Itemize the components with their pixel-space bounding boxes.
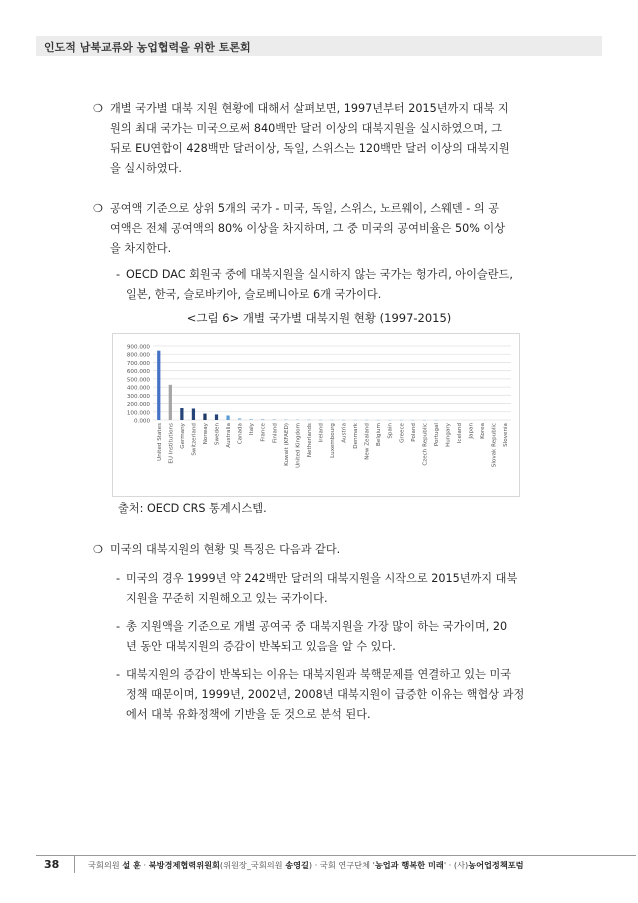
text-line: 정책 때문이며, 1999년, 2002년, 2008년 대북지원이 급증한 이유는 핵협상 과정 (126, 688, 525, 701)
footer-separator (74, 855, 75, 873)
circle-bullet-icon: ❍ (93, 102, 103, 115)
bar (226, 415, 229, 420)
bar (377, 420, 380, 421)
x-tick-label: Spain (387, 423, 394, 439)
figure-caption: <그림 6> 개별 국가별 대북지원 현황 (1997-2015) (186, 311, 452, 325)
bar (400, 420, 403, 421)
text-line: 뒤로 EU연합이 428백만 달러이상, 독일, 스위스는 120백만 달러 이상의 대북지원 (110, 142, 510, 155)
footer-text-part: · (140, 860, 149, 870)
x-tick-label: Germany (179, 423, 186, 449)
bar (157, 351, 160, 420)
text-line: 에서 대북 유화정책에 기반을 둔 것으로 분석 된다. (126, 708, 371, 721)
y-tick-label: 900.000 (126, 344, 150, 351)
x-tick-label: United Kingdom (295, 423, 302, 468)
footer-text-part: 농어업정책포럼 (468, 860, 524, 870)
dash-marker: - (116, 572, 121, 585)
x-tick-label: Poland (410, 423, 417, 442)
x-tick-label: EU Institutions (168, 423, 175, 464)
chart-frame (112, 333, 520, 497)
bar (180, 408, 183, 420)
x-tick-label: Denmark (353, 423, 360, 449)
footer-text-part: ) · 국회 연구단체 ' (308, 860, 375, 870)
x-tick-label: Greece (399, 423, 406, 443)
x-tick-label: Japan (468, 423, 475, 439)
bar (388, 420, 391, 421)
x-tick-label: Belgium (376, 423, 383, 446)
x-tick-label: Slovak Republic (491, 423, 498, 468)
x-tick-label: Switzerland (191, 423, 198, 456)
dash-paragraph-1 (116, 265, 554, 305)
bar (261, 419, 264, 420)
x-tick-label: Netherlands (306, 423, 313, 458)
dash-marker: - (116, 268, 121, 281)
text-line: 을 실시하였다. (110, 162, 182, 175)
bar (284, 419, 287, 420)
dash-marker: - (116, 620, 121, 633)
bar (365, 420, 368, 421)
bar (250, 419, 253, 420)
x-tick-label: France (260, 423, 267, 442)
x-tick-label: Korea (480, 423, 487, 439)
bar (330, 420, 333, 421)
page-number: 38 (44, 858, 60, 871)
x-tick-label: Luxembourg (330, 423, 336, 458)
bar (423, 420, 426, 421)
text-line: OECD DAC 회원국 중에 대북지원을 실시하지 않는 국가는 헝가리, 아이슬란드, (126, 268, 513, 281)
bar (296, 420, 299, 421)
bullet-paragraph-1 (93, 99, 550, 179)
x-tick-label: Finland (272, 423, 279, 443)
bullet-paragraph-2 (93, 199, 550, 259)
text-line: 일본, 한국, 슬로바키아, 슬로베니아로 6개 국가이다. (126, 288, 382, 301)
footer-text-part: 송영길 (285, 860, 309, 870)
circle-bullet-icon: ❍ (93, 202, 103, 215)
x-tick-label: Norway (202, 423, 209, 445)
text-line: 대북지원의 증감이 반복되는 이유는 대북지원과 북핵문제를 연결하고 있는 미국 (126, 668, 512, 681)
text-line: 여액은 전체 공여액의 80% 이상을 차지하며, 그 중 미국의 공여비율은 50% 이상 (110, 222, 506, 235)
x-tick-label: Italy (249, 423, 256, 436)
bar (319, 420, 322, 421)
bar (215, 414, 218, 420)
bar (273, 419, 276, 420)
footer-text-part: 국회의원 (88, 860, 123, 870)
bar (203, 414, 206, 420)
y-tick-label: 700.000 (126, 360, 150, 367)
x-tick-label: Australia (226, 423, 233, 448)
footer-credits (88, 860, 524, 871)
bar (434, 420, 437, 421)
dash-paragraph-4 (116, 665, 554, 725)
text-line: 미국의 경우 1999년 약 242백만 달러의 대북지원을 시작으로 2015년까지 대북 (126, 572, 518, 585)
text-line: 총 지원액을 기준으로 개별 공여국 중 대북지원을 가장 많이 하는 국가이며, 20 (126, 620, 508, 633)
bar-chart (113, 334, 519, 496)
x-tick-label: Ireland (318, 423, 325, 443)
y-tick-label: 300.000 (126, 393, 150, 400)
y-tick-label: 200.000 (126, 402, 150, 409)
bar (411, 420, 414, 421)
bullet-paragraph-3 (93, 540, 550, 560)
figure-source: 출처: OECD CRS 통계시스템. (118, 502, 267, 515)
x-tick-label: New Zealand (364, 423, 371, 460)
bar (192, 408, 195, 420)
bar (353, 420, 356, 421)
bar (169, 385, 172, 420)
page-header-title: 인도적 남북교류와 농업협력을 위한 토론회 (44, 41, 251, 54)
y-tick-label: 0.000 (133, 418, 150, 425)
x-tick-label: Austria (341, 423, 348, 443)
dash-paragraph-3 (116, 617, 554, 657)
footer-text-part: 북방경제협력위원회 (148, 860, 220, 870)
x-tick-label: United States (156, 423, 163, 461)
footer-text-part: (위원장_국회의원 (219, 860, 286, 870)
bar (238, 418, 241, 420)
bar (342, 420, 345, 421)
x-tick-label: Hungary (445, 423, 452, 447)
text-line: 원의 최대 국가는 미국으로써 840백만 달러 이상의 대북지원을 실시하였으며, 그 (110, 122, 502, 135)
text-line: 개별 국가별 대북 지원 현황에 대해서 살펴보면, 1997년부터 2015년까지 대북 지 (110, 102, 509, 115)
y-tick-label: 100.000 (126, 410, 150, 417)
x-tick-label: Iceland (457, 423, 464, 444)
footer-text-part: 농업과 행복한 미래 (374, 860, 444, 870)
x-tick-label: Portugal (433, 423, 440, 447)
y-tick-label: 800.000 (126, 352, 150, 359)
x-tick-label: Czech Republic (422, 423, 429, 466)
dash-marker: - (116, 668, 121, 681)
y-tick-label: 500.000 (126, 377, 150, 384)
text-line: 미국의 대북지원의 현황 및 특징은 다음과 같다. (110, 543, 341, 556)
y-tick-label: 600.000 (126, 369, 150, 376)
x-tick-label: Kuwait (KFAED) (283, 423, 290, 466)
text-line: 지원을 꾸준히 지원해오고 있는 국가이다. (126, 592, 328, 605)
footer-text-part: 설 훈 (122, 860, 141, 870)
text-line: 년 동안 대북지원의 증감이 반복되고 있음을 알 수 있다. (126, 640, 396, 653)
bar (307, 420, 310, 421)
x-tick-label: Slovenia (503, 423, 510, 447)
dash-paragraph-2 (116, 569, 554, 609)
circle-bullet-icon: ❍ (93, 543, 103, 556)
y-tick-label: 400.000 (126, 385, 150, 392)
text-line: 을 차지한다. (110, 242, 172, 255)
x-tick-label: Sweden (214, 423, 221, 446)
x-tick-label: Canada (237, 423, 244, 445)
text-line: 공여액 기준으로 상위 5개의 국가 - 미국, 독일, 스위스, 노르웨이, 스웨덴 - 의 공 (110, 202, 500, 215)
footer-text-part: ' · (사) (443, 860, 469, 870)
footer-rule (36, 855, 636, 856)
